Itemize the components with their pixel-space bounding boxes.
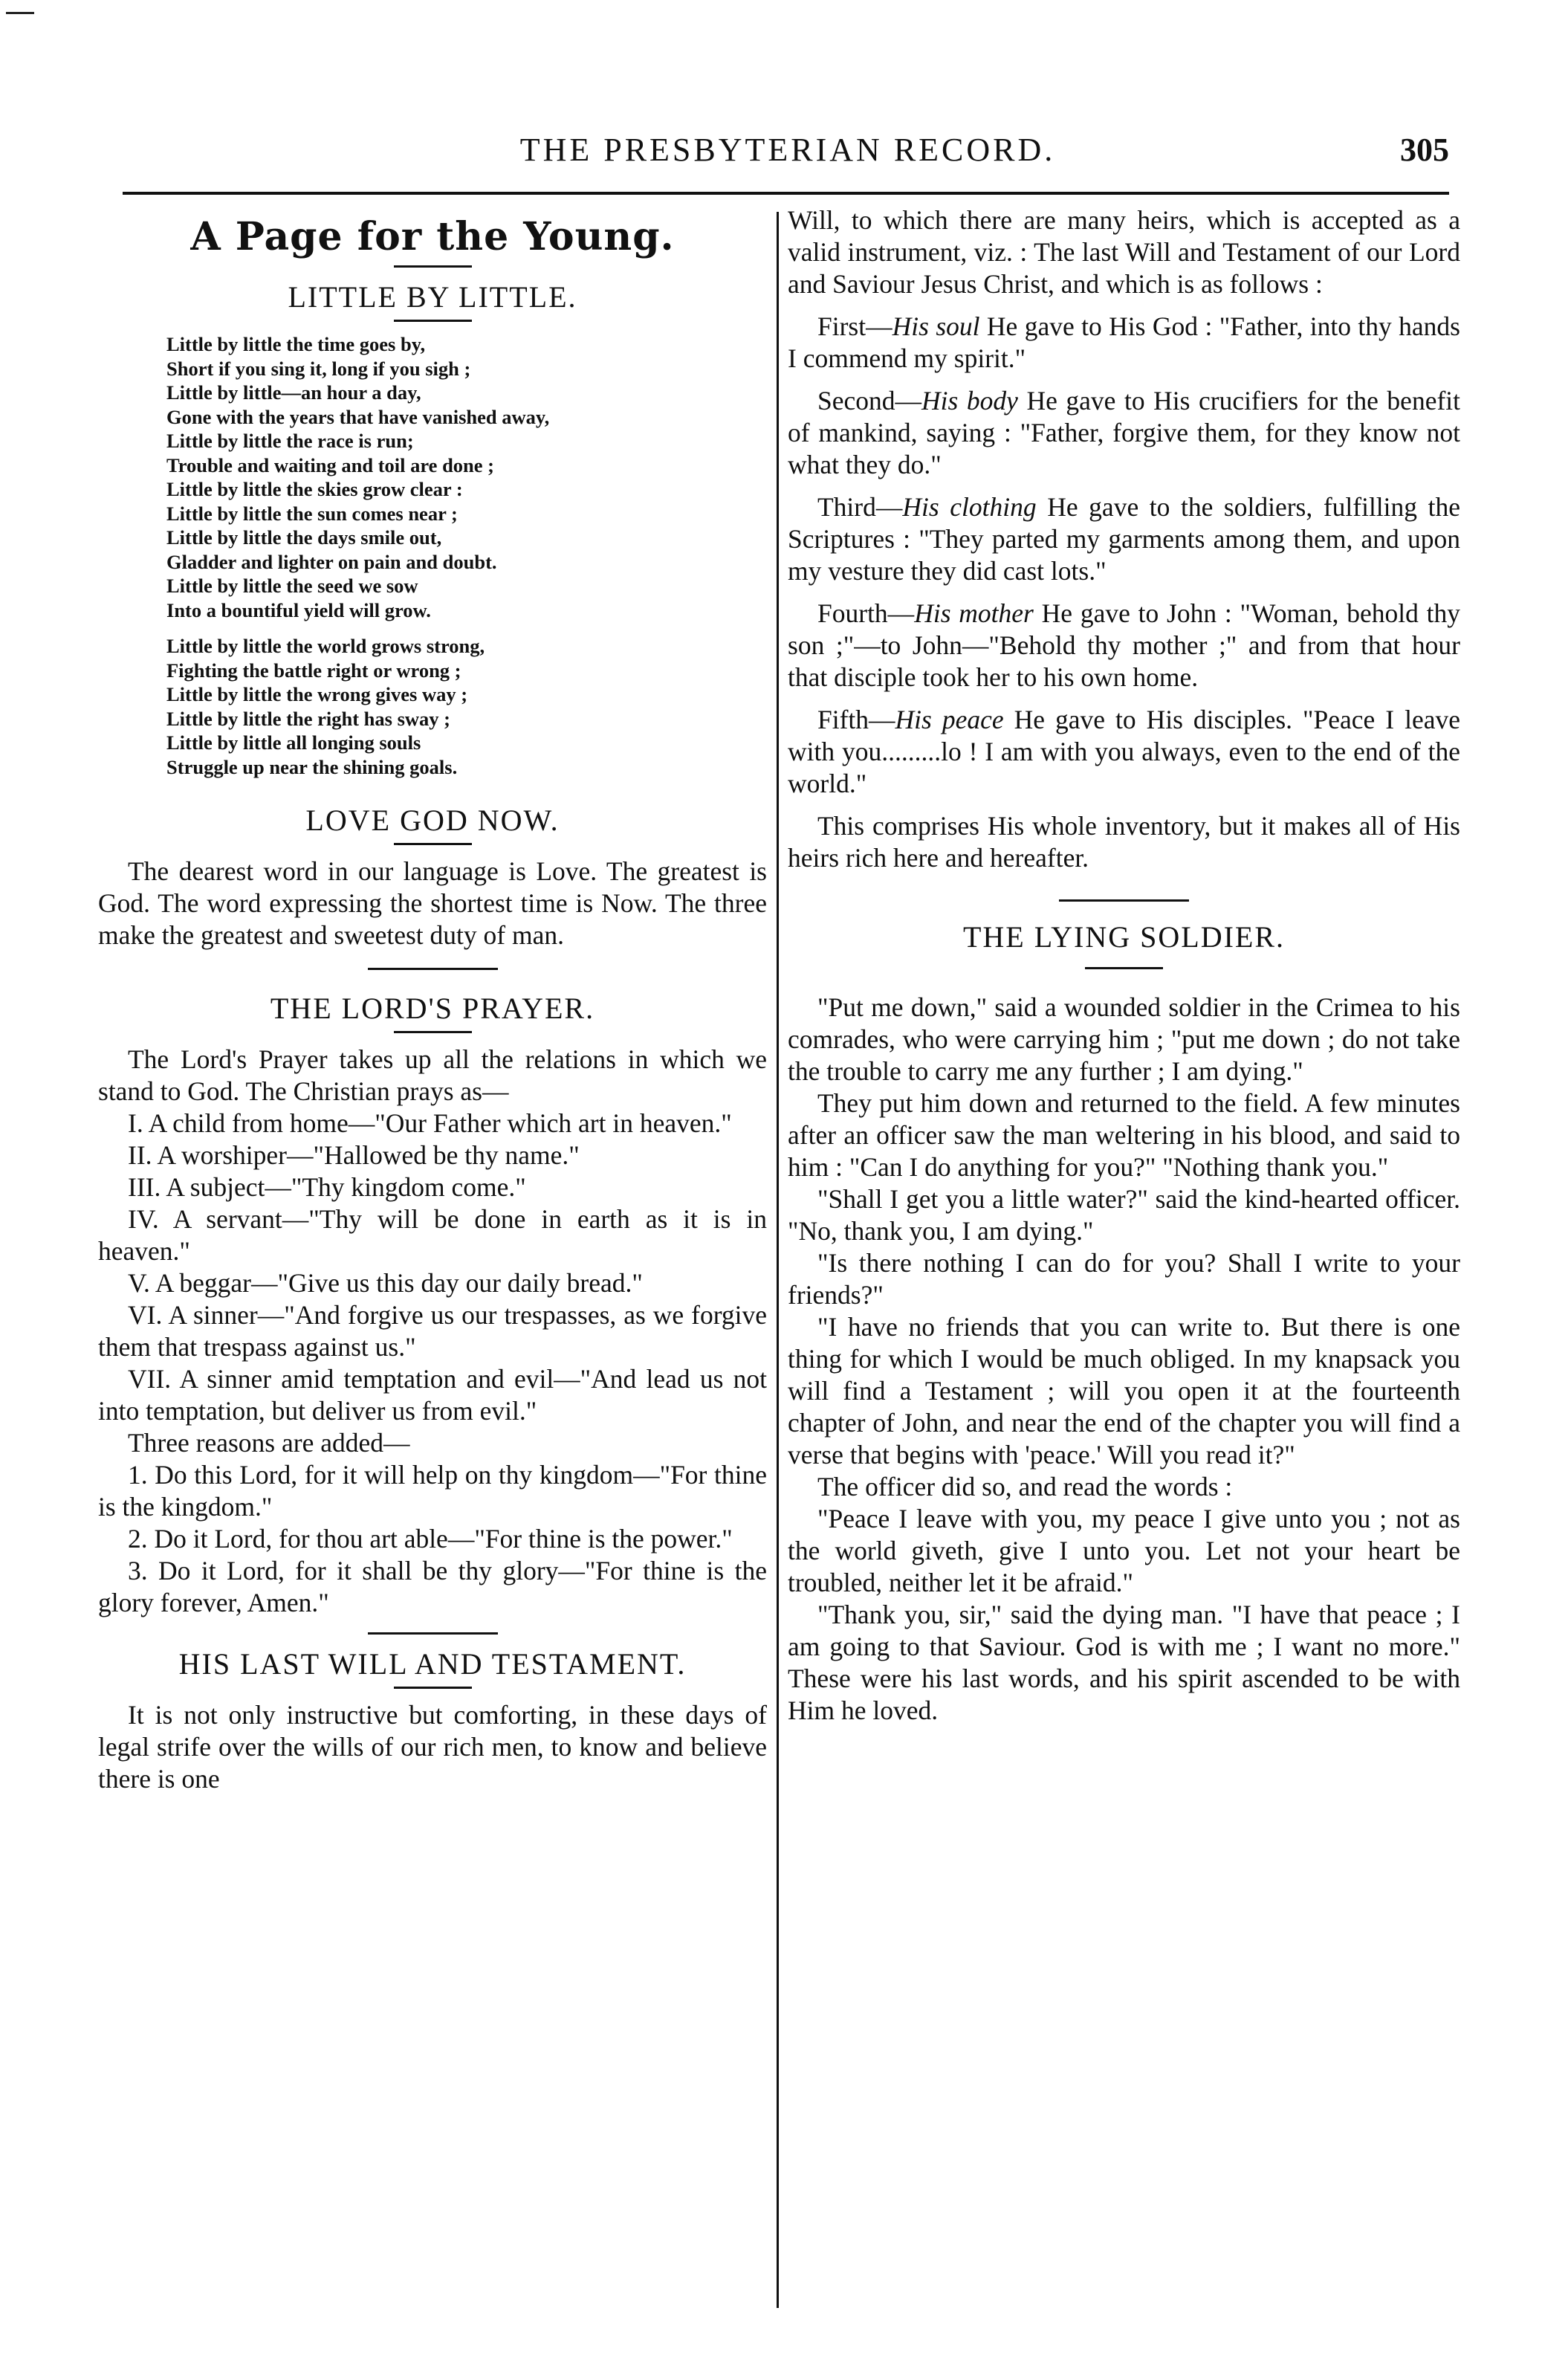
bequest-paragraph (788, 385, 1460, 481)
section-divider (368, 1632, 498, 1635)
poem-line: Fighting the battle right or wrong ; (166, 659, 461, 682)
soldier-paragraph: "Peace I leave with you, my peace I give unto you ; not as the world giveth, give I unto you. Let not your heart be troubled, neither let it be afraid." (788, 1504, 1460, 1597)
prayer-item: VII. A sinner amid temptation and evil—"And lead us not into temptation, but deliver us from evil." (98, 1364, 767, 1426)
poem-line: Little by little the days smile out, (166, 526, 442, 549)
section-rule (394, 320, 472, 322)
corner-mark (6, 12, 34, 14)
poem-line: Trouble and waiting and toil are done ; (166, 453, 495, 476)
bequest-paragraph (788, 491, 1460, 587)
bequest-text: He gave to His disciples. "Peace I leave with you.........lo ! I am with you always, even to the end of the world." (788, 705, 1460, 798)
soldier-paragraph: "Thank you, sir," said the dying man. "I have that peace ; I am going to that Saviour. God is with me ; I want no more." These were his last words, and his spirit ascended to be with Him he loved. (788, 1600, 1460, 1725)
poem-line: Little by little—an hour a day, (166, 381, 421, 404)
poem-line: Little by little the skies grow clear : (166, 478, 463, 500)
section-rule (1085, 967, 1163, 969)
section-title-lords-prayer: THE LORD'S PRAYER. (270, 992, 595, 1025)
reasons-intro: Three reasons are added— (128, 1428, 410, 1458)
will-paragraph-continued: Will, to which there are many heirs, which is accepted as a valid instrument, viz. : The last Will and Testament of our Lord and Saviour Jesus Christ, and which is as follows : (788, 205, 1460, 299)
poem (166, 332, 767, 779)
stanza-gap (166, 622, 767, 634)
prayer-item: I. A child from home—"Our Father which art in heaven." (128, 1108, 732, 1138)
soldier-paragraph: They put him down and returned to the field. A few minutes after an officer saw the man weltering in his blood, and said to him : "Can I do anything for you?" "Nothing thank you." (788, 1088, 1460, 1182)
bequest-text: He gave to His God : "Father, into thy hands I commend my spirit." (788, 311, 1460, 373)
love-paragraph: The dearest word in our language is Love. The greatest is God. The word expressing the shortest time is Now. The three make the greatest and sweetest duty of man. (98, 856, 767, 950)
poem-line: Little by little the sun comes near ; (166, 502, 458, 525)
page-heading: A Page for the Young. (190, 214, 675, 259)
soldier-paragraph: "Put me down," said a wounded soldier in the Crimea to his comrades, who were carrying him ; "put me down ; do not take the trouble to carry me any further ; I am dying." (788, 992, 1460, 1086)
section-rule (394, 1687, 472, 1689)
bequest-paragraph (788, 704, 1460, 800)
prayer-item: V. A beggar—"Give us this day our daily bread." (128, 1268, 643, 1298)
poem-line: Into a bountiful yield will grow. (166, 598, 431, 621)
poem-line: Little by little the race is run; (166, 430, 414, 452)
soldier-paragraph: "I have no friends that you can write to. But there is one thing for which I would be much obliged. In my knapsack you will find a Testament ; will you open it at the fourteenth chapter of John, and near the end of the chapter you will find a verse that begins with 'peace.' Will you read it?" (788, 1312, 1460, 1470)
poem-line: Struggle up near the shining goals. (166, 755, 458, 778)
soldier-paragraph: "Is there nothing I can do for you? Shall I write to your friends?" (788, 1248, 1460, 1310)
bequest-item: His soul (892, 311, 980, 341)
bequest-ordinal: Second— (817, 386, 922, 416)
section-title-love-god-now: LOVE GOD NOW. (305, 804, 560, 837)
poem-line: Little by little all longing souls (166, 731, 421, 754)
prayer-item: VI. A sinner—"And forgive us our trespasses, as we forgive them that trespass against us." (98, 1300, 767, 1362)
poem-line: Gladder and lighter on pain and doubt. (166, 550, 497, 573)
poem-line: Little by little the world grows strong, (166, 635, 485, 657)
bequest-ordinal: First— (817, 311, 892, 341)
prayer-section (98, 1044, 767, 1619)
will-paragraph-start: It is not only instructive but comforting, in these days of legal strife over the wills of our rich men, to know and believe there is one (98, 1700, 767, 1794)
soldier-paragraph: "Shall I get you a little water?" said the kind-hearted officer. "No, thank you, I am dying." (788, 1184, 1460, 1246)
reason-item: 2. Do it Lord, for thou art able—"For thine is the power." (128, 1524, 733, 1554)
reason-item: 1. Do this Lord, for it will help on thy kingdom—"For thine is the kingdom." (98, 1460, 767, 1522)
section-rule (394, 843, 472, 845)
bequest-text: He gave to His crucifiers for the benefit of mankind, saying : "Father, forgive them, for they know not what they do." (788, 386, 1460, 479)
bequest-item: His mother (914, 598, 1034, 628)
bequest-item: His peace (895, 705, 1004, 734)
bequest-text: He gave to John : "Woman, behold thy son ;"—to John—"Behold thy mother ;" and from that hour that disciple took her to his own home. (788, 598, 1460, 692)
section-divider (1059, 899, 1189, 902)
section-title-last-will: HIS LAST WILL AND TESTAMENT. (178, 1647, 687, 1681)
bequest-ordinal: Fifth— (817, 705, 895, 734)
prayer-intro: The Lord's Prayer takes up all the relations in which we stand to God. The Christian prays as— (98, 1044, 767, 1106)
prayer-item: IV. A servant—"Thy will be done in earth as it is in heaven." (98, 1204, 767, 1266)
poem-line: Short if you sing it, long if you sigh ; (166, 357, 471, 380)
bequest-ordinal: Third— (817, 492, 903, 522)
bequest-item: His body (921, 386, 1018, 416)
poem-line: Little by little the time goes by, (166, 333, 426, 355)
heading-rule (394, 265, 472, 268)
prayer-item: II. A worshiper—"Hallowed be thy name." (128, 1140, 580, 1170)
bequest-item: His clothing (902, 492, 1037, 522)
section-title-little-by-little: LITTLE BY LITTLE. (288, 280, 577, 314)
poem-line: Gone with the years that have vanished away, (166, 405, 550, 428)
page-header (126, 131, 1449, 175)
poem-line: Little by little the wrong gives way ; (166, 683, 468, 705)
poem-line: Little by little the right has sway ; (166, 707, 451, 730)
poem-line: Little by little the seed we sow (166, 575, 418, 597)
bequest-paragraph (788, 311, 1460, 375)
reason-item: 3. Do it Lord, for it shall be thy glory—"For thine is the glory forever, Amen." (98, 1556, 767, 1617)
soldier-paragraph: The officer did so, and read the words : (817, 1472, 1233, 1501)
section-rule (394, 1031, 472, 1033)
header-rule (123, 192, 1449, 195)
running-title: THE PRESBYTERIAN RECORD. (519, 132, 1056, 168)
left-column (98, 204, 767, 1795)
bequest-paragraph (788, 598, 1460, 694)
bequest-text: He gave to the soldiers, fulfilling the Scriptures : "They parted my garments among them, and upon my vesture they did cast lots." (788, 492, 1460, 586)
section-title-lying-soldier: THE LYING SOLDIER. (962, 920, 1286, 954)
bequest-ordinal: Fourth— (817, 598, 915, 628)
right-column (788, 204, 1460, 1727)
column-divider (777, 212, 779, 2308)
page-number: 305 (1400, 132, 1449, 168)
will-summary: This comprises His whole inventory, but it makes all of His heirs rich here and hereafter. (788, 811, 1460, 873)
prayer-item: III. A subject—"Thy kingdom come." (128, 1172, 526, 1202)
section-divider (368, 968, 498, 970)
